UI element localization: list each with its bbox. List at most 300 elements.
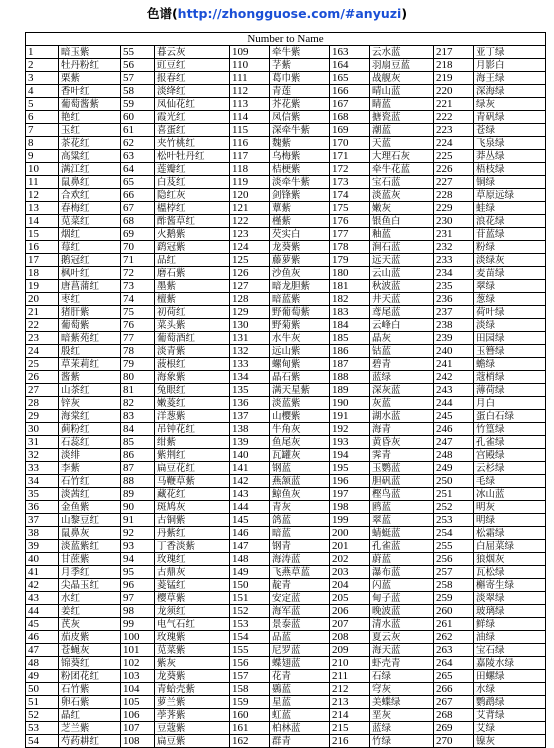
color-name: 菱锰红 <box>155 579 230 592</box>
color-number: 157 <box>230 670 270 683</box>
color-number: 77 <box>121 332 155 345</box>
color-name: 苋菜紫 <box>155 644 230 657</box>
color-number: 22 <box>26 319 59 332</box>
color-name: 淡绿 <box>474 319 546 332</box>
color-name: 酱紫 <box>59 371 121 384</box>
color-name: 槲寄生绿 <box>474 579 546 592</box>
color-number: 229 <box>434 202 474 215</box>
color-name: 青莲 <box>270 85 330 98</box>
color-number: 158 <box>230 683 270 696</box>
color-number: 89 <box>121 488 155 501</box>
color-number: 188 <box>330 371 370 384</box>
color-name: 淡绯 <box>59 449 121 462</box>
color-name: 石绿 <box>370 670 434 683</box>
color-name: 扁豆紫 <box>155 735 230 748</box>
color-name: 萝兰紫 <box>155 696 230 709</box>
color-number: 269 <box>434 722 474 735</box>
table-row <box>26 228 546 241</box>
color-name: 牵牛紫 <box>270 46 330 59</box>
color-number: 148 <box>230 553 270 566</box>
color-number: 175 <box>330 202 370 215</box>
color-name: 葱绿 <box>474 293 546 306</box>
table-row <box>26 384 546 397</box>
table-row <box>26 46 546 59</box>
color-name: 井天蓝 <box>370 293 434 306</box>
color-name: 瓦松绿 <box>474 566 546 579</box>
color-name: 粉团花红 <box>59 670 121 683</box>
color-number: 16 <box>26 241 59 254</box>
color-number: 242 <box>434 371 474 384</box>
color-name: 深灰蓝 <box>370 384 434 397</box>
color-number: 160 <box>230 709 270 722</box>
table-row <box>26 280 546 293</box>
color-number: 198 <box>330 501 370 514</box>
color-name: 苋菜红 <box>59 215 121 228</box>
color-number: 154 <box>230 631 270 644</box>
color-number: 268 <box>434 709 474 722</box>
color-number: 152 <box>230 605 270 618</box>
color-number: 224 <box>434 137 474 150</box>
color-number: 69 <box>121 228 155 241</box>
color-name: 镍灰 <box>474 735 546 748</box>
color-number: 13 <box>26 202 59 215</box>
color-number: 113 <box>230 98 270 111</box>
color-number: 32 <box>26 449 59 462</box>
color-number: 31 <box>26 436 59 449</box>
color-name: 玉红 <box>59 124 121 137</box>
color-name: 尖晶玉红 <box>59 579 121 592</box>
color-name: 薄荷绿 <box>474 384 546 397</box>
color-number: 165 <box>330 72 370 85</box>
color-name: 狼烟灰 <box>474 553 546 566</box>
color-number: 270 <box>434 735 474 748</box>
table-row <box>26 670 546 683</box>
color-name: 榲桲红 <box>155 202 230 215</box>
color-number: 109 <box>230 46 270 59</box>
color-number: 247 <box>434 436 474 449</box>
color-name: 藤萝紫 <box>270 254 330 267</box>
color-number: 96 <box>121 579 155 592</box>
color-number: 168 <box>330 111 370 124</box>
table-row <box>26 267 546 280</box>
color-number: 43 <box>26 592 59 605</box>
color-name: 夹竹桃红 <box>155 137 230 150</box>
color-name: 垩灰 <box>370 709 434 722</box>
color-name: 淡绿灰 <box>474 254 546 267</box>
color-number: 182 <box>330 293 370 306</box>
table-row <box>26 566 546 579</box>
color-name: 唐菖蒲红 <box>59 280 121 293</box>
color-number: 64 <box>121 163 155 176</box>
color-name: 蛙绿 <box>474 202 546 215</box>
color-number: 14 <box>26 215 59 228</box>
color-number: 131 <box>230 332 270 345</box>
table-row <box>26 397 546 410</box>
color-number: 221 <box>434 98 474 111</box>
color-number: 250 <box>434 475 474 488</box>
color-name: 月季红 <box>59 566 121 579</box>
color-number: 100 <box>121 631 155 644</box>
color-name: 甘蔗紫 <box>59 553 121 566</box>
color-name: 竹篁绿 <box>474 423 546 436</box>
color-name: 殷红 <box>59 345 121 358</box>
color-number: 138 <box>230 423 270 436</box>
color-name: 青矾绿 <box>474 111 546 124</box>
color-number: 204 <box>330 579 370 592</box>
color-number: 171 <box>330 150 370 163</box>
table-row <box>26 150 546 163</box>
color-number: 112 <box>230 85 270 98</box>
color-name: 乌梅紫 <box>270 150 330 163</box>
table-row <box>26 358 546 371</box>
color-name: 秋波蓝 <box>370 280 434 293</box>
color-name: 山黎豆红 <box>59 514 121 527</box>
table-row <box>26 657 546 670</box>
color-number: 167 <box>330 98 370 111</box>
color-name: 龙须红 <box>155 605 230 618</box>
color-number: 87 <box>121 462 155 475</box>
color-name: 草茉莉红 <box>59 358 121 371</box>
color-number: 120 <box>230 189 270 202</box>
color-number: 67 <box>121 202 155 215</box>
color-name: 湖水蓝 <box>370 410 434 423</box>
color-number: 117 <box>230 150 270 163</box>
color-name: 翠绿 <box>474 280 546 293</box>
color-name: 尼罗蓝 <box>270 644 330 657</box>
table-row <box>26 501 546 514</box>
color-name: 野菊紫 <box>270 319 330 332</box>
color-name: 虹蓝 <box>270 709 330 722</box>
color-number: 130 <box>230 319 270 332</box>
color-number: 95 <box>121 566 155 579</box>
color-name: 茶花红 <box>59 137 121 150</box>
color-name: 松叶牡丹红 <box>155 150 230 163</box>
color-name: 晶灰 <box>370 332 434 345</box>
color-number: 38 <box>26 527 59 540</box>
table-row <box>26 202 546 215</box>
color-name: 古铜紫 <box>155 514 230 527</box>
color-number: 185 <box>330 332 370 345</box>
color-name: 荸荠紫 <box>155 709 230 722</box>
color-number: 172 <box>330 163 370 176</box>
color-number: 111 <box>230 72 270 85</box>
color-name: 兔眼红 <box>155 384 230 397</box>
color-name: 樫鸟蓝 <box>370 488 434 501</box>
color-name: 睛蓝 <box>370 98 434 111</box>
table-row <box>26 189 546 202</box>
color-name: 桔梗紫 <box>270 163 330 176</box>
color-number: 129 <box>230 306 270 319</box>
color-number: 91 <box>121 514 155 527</box>
color-number: 139 <box>230 436 270 449</box>
color-name: 芝兰紫 <box>59 722 121 735</box>
color-number: 37 <box>26 514 59 527</box>
table-row <box>26 241 546 254</box>
color-name: 芡实白 <box>270 228 330 241</box>
table-row <box>26 371 546 384</box>
color-name: 绀紫 <box>155 436 230 449</box>
color-name: 水绿 <box>474 683 546 696</box>
color-number: 150 <box>230 579 270 592</box>
color-name: 鹦鹉绿 <box>474 696 546 709</box>
color-number: 107 <box>121 722 155 735</box>
color-name: 月白 <box>474 397 546 410</box>
color-name: 星蓝 <box>270 696 330 709</box>
color-number: 211 <box>330 670 370 683</box>
color-name: 飞泉绿 <box>474 137 546 150</box>
color-name: 青灰 <box>270 501 330 514</box>
color-number: 212 <box>330 683 370 696</box>
color-number: 259 <box>434 592 474 605</box>
color-number: 135 <box>230 384 270 397</box>
color-number: 191 <box>330 410 370 423</box>
color-number: 86 <box>121 449 155 462</box>
color-number: 3 <box>26 72 59 85</box>
color-name: 云杉绿 <box>474 462 546 475</box>
color-name: 明灰 <box>474 501 546 514</box>
color-number: 12 <box>26 189 59 202</box>
color-name: 芍药耕红 <box>59 735 121 748</box>
title-prefix: 色谱( <box>146 6 178 21</box>
color-name: 淡绛红 <box>155 85 230 98</box>
color-number: 197 <box>330 488 370 501</box>
color-name: 翠蓝 <box>370 514 434 527</box>
color-name: 麦苗绿 <box>474 267 546 280</box>
color-number: 200 <box>330 527 370 540</box>
table-row <box>26 579 546 592</box>
color-number: 206 <box>330 605 370 618</box>
color-number: 50 <box>26 683 59 696</box>
color-number: 84 <box>121 423 155 436</box>
color-name: 樱草紫 <box>155 592 230 605</box>
color-number: 10 <box>26 163 59 176</box>
color-number: 215 <box>330 722 370 735</box>
color-name: 穹灰 <box>370 683 434 696</box>
color-name: 艾绿 <box>474 722 546 735</box>
color-name: 隐红灰 <box>155 189 230 202</box>
color-number: 264 <box>434 657 474 670</box>
color-name: 暗蓝紫 <box>270 293 330 306</box>
color-name: 瓦罐灰 <box>270 449 330 462</box>
color-name: 菠根红 <box>155 358 230 371</box>
color-name: 鼠鼻红 <box>59 176 121 189</box>
color-number: 36 <box>26 501 59 514</box>
page-title <box>0 2 554 26</box>
color-name: 枫叶红 <box>59 267 121 280</box>
color-number: 228 <box>434 189 474 202</box>
color-name: 花青 <box>270 670 330 683</box>
color-number: 127 <box>230 280 270 293</box>
color-name: 靛青 <box>270 579 330 592</box>
color-number: 137 <box>230 410 270 423</box>
color-number: 110 <box>230 59 270 72</box>
color-name: 品红 <box>155 254 230 267</box>
color-number: 17 <box>26 254 59 267</box>
table-row <box>26 540 546 553</box>
color-number: 7 <box>26 124 59 137</box>
color-number: 245 <box>434 410 474 423</box>
color-name: 石蕊红 <box>59 436 121 449</box>
color-name: 白芨红 <box>155 176 230 189</box>
color-number: 51 <box>26 696 59 709</box>
table-row <box>26 98 546 111</box>
color-name: 粉绿 <box>474 241 546 254</box>
color-name: 远天蓝 <box>370 254 434 267</box>
color-name: 蛋白石绿 <box>474 410 546 423</box>
color-number: 266 <box>434 683 474 696</box>
color-number: 20 <box>26 293 59 306</box>
table-row <box>26 137 546 150</box>
color-name: 藏花红 <box>155 488 230 501</box>
color-number: 11 <box>26 176 59 189</box>
table-header: Number to Name <box>26 33 546 46</box>
color-name: 云峰白 <box>370 319 434 332</box>
title-url-link[interactable]: http://zhongguose.com/#anyuzi <box>177 6 402 21</box>
color-number: 169 <box>330 124 370 137</box>
color-number: 190 <box>330 397 370 410</box>
color-number: 99 <box>121 618 155 631</box>
table-row <box>26 696 546 709</box>
color-number: 222 <box>434 111 474 124</box>
color-name: 姜红 <box>59 605 121 618</box>
color-number: 202 <box>330 553 370 566</box>
color-name: 锦葵红 <box>59 657 121 670</box>
color-number: 92 <box>121 527 155 540</box>
color-number: 1 <box>26 46 59 59</box>
color-name: 菜头紫 <box>155 319 230 332</box>
color-number: 90 <box>121 501 155 514</box>
color-number: 136 <box>230 397 270 410</box>
table-row <box>26 553 546 566</box>
color-name: 槿紫 <box>270 215 330 228</box>
color-name: 嫩灰 <box>370 202 434 215</box>
color-number: 207 <box>330 618 370 631</box>
color-name: 淡蓝紫 <box>270 397 330 410</box>
color-name: 柏林蓝 <box>270 722 330 735</box>
color-name: 海王绿 <box>474 72 546 85</box>
table-row <box>26 644 546 657</box>
color-number: 255 <box>434 540 474 553</box>
color-name: 丁香淡紫 <box>155 540 230 553</box>
color-name: 艾背绿 <box>474 709 546 722</box>
color-number: 230 <box>434 215 474 228</box>
color-name: 凤仙花红 <box>155 98 230 111</box>
color-name: 孔雀绿 <box>474 436 546 449</box>
color-name: 卵石紫 <box>59 696 121 709</box>
color-name: 魏紫 <box>270 137 330 150</box>
color-number: 218 <box>434 59 474 72</box>
color-name: 鲜绿 <box>474 618 546 631</box>
color-number: 265 <box>434 670 474 683</box>
color-number: 258 <box>434 579 474 592</box>
table-row <box>26 709 546 722</box>
color-name: 凤信紫 <box>270 111 330 124</box>
color-number: 63 <box>121 150 155 163</box>
color-name: 嫩菱红 <box>155 397 230 410</box>
color-name: 磨石紫 <box>155 267 230 280</box>
color-number: 52 <box>26 709 59 722</box>
color-number: 249 <box>434 462 474 475</box>
color-number: 104 <box>121 683 155 696</box>
table-row <box>26 254 546 267</box>
color-name: 天蓝 <box>370 137 434 150</box>
color-number: 94 <box>121 553 155 566</box>
color-name: 山樱紫 <box>270 410 330 423</box>
color-number: 105 <box>121 696 155 709</box>
table-row <box>26 722 546 735</box>
color-name: 玻璃绿 <box>474 605 546 618</box>
table-row <box>26 319 546 332</box>
color-number: 97 <box>121 592 155 605</box>
color-name: 苍绿 <box>474 124 546 137</box>
table-row <box>26 345 546 358</box>
color-name: 潮蓝 <box>370 124 434 137</box>
color-number: 29 <box>26 410 59 423</box>
color-number: 41 <box>26 566 59 579</box>
color-name: 马鞭草紫 <box>155 475 230 488</box>
color-number: 231 <box>434 228 474 241</box>
color-name: 蓝绿 <box>370 371 434 384</box>
color-number: 201 <box>330 540 370 553</box>
color-number: 126 <box>230 267 270 280</box>
color-number: 70 <box>121 241 155 254</box>
color-name: 玉鹦蓝 <box>370 462 434 475</box>
color-number: 227 <box>434 176 474 189</box>
color-name: 胆矾蓝 <box>370 475 434 488</box>
color-number: 75 <box>121 306 155 319</box>
color-name: 暗紫苑红 <box>59 332 121 345</box>
color-number: 186 <box>330 345 370 358</box>
color-name: 深牵牛紫 <box>270 124 330 137</box>
color-name: 龙葵紫 <box>155 670 230 683</box>
color-number: 98 <box>121 605 155 618</box>
color-number: 2 <box>26 59 59 72</box>
color-number: 146 <box>230 527 270 540</box>
color-name: 暗玉紫 <box>59 46 121 59</box>
color-number: 246 <box>434 423 474 436</box>
color-name: 灰蓝 <box>370 397 434 410</box>
color-number: 203 <box>330 566 370 579</box>
color-name: 羽扇豆蓝 <box>370 59 434 72</box>
color-name: 紫荆红 <box>155 449 230 462</box>
color-number: 257 <box>434 566 474 579</box>
color-name: 淡翠绿 <box>474 592 546 605</box>
color-name: 葡萄酒红 <box>155 332 230 345</box>
table-row <box>26 605 546 618</box>
color-name: 海青 <box>370 423 434 436</box>
color-name: 鹞冠紫 <box>155 241 230 254</box>
color-name: 芓紫 <box>270 59 330 72</box>
color-number: 151 <box>230 592 270 605</box>
color-name: 景泰蓝 <box>270 618 330 631</box>
color-name: 鲸鱼灰 <box>270 488 330 501</box>
color-name: 毛绿 <box>474 475 546 488</box>
color-number: 80 <box>121 371 155 384</box>
color-number: 101 <box>121 644 155 657</box>
color-name: 鱼尾灰 <box>270 436 330 449</box>
color-name: 月影白 <box>474 59 546 72</box>
color-name: 枣红 <box>59 293 121 306</box>
color-name: 宝石绿 <box>474 644 546 657</box>
color-number: 235 <box>434 280 474 293</box>
color-name: 白屈菜绿 <box>474 540 546 553</box>
color-number: 71 <box>121 254 155 267</box>
color-name: 玫瑰紫 <box>155 631 230 644</box>
color-number: 128 <box>230 293 270 306</box>
color-number: 49 <box>26 670 59 683</box>
color-number: 93 <box>121 540 155 553</box>
color-number: 56 <box>121 59 155 72</box>
